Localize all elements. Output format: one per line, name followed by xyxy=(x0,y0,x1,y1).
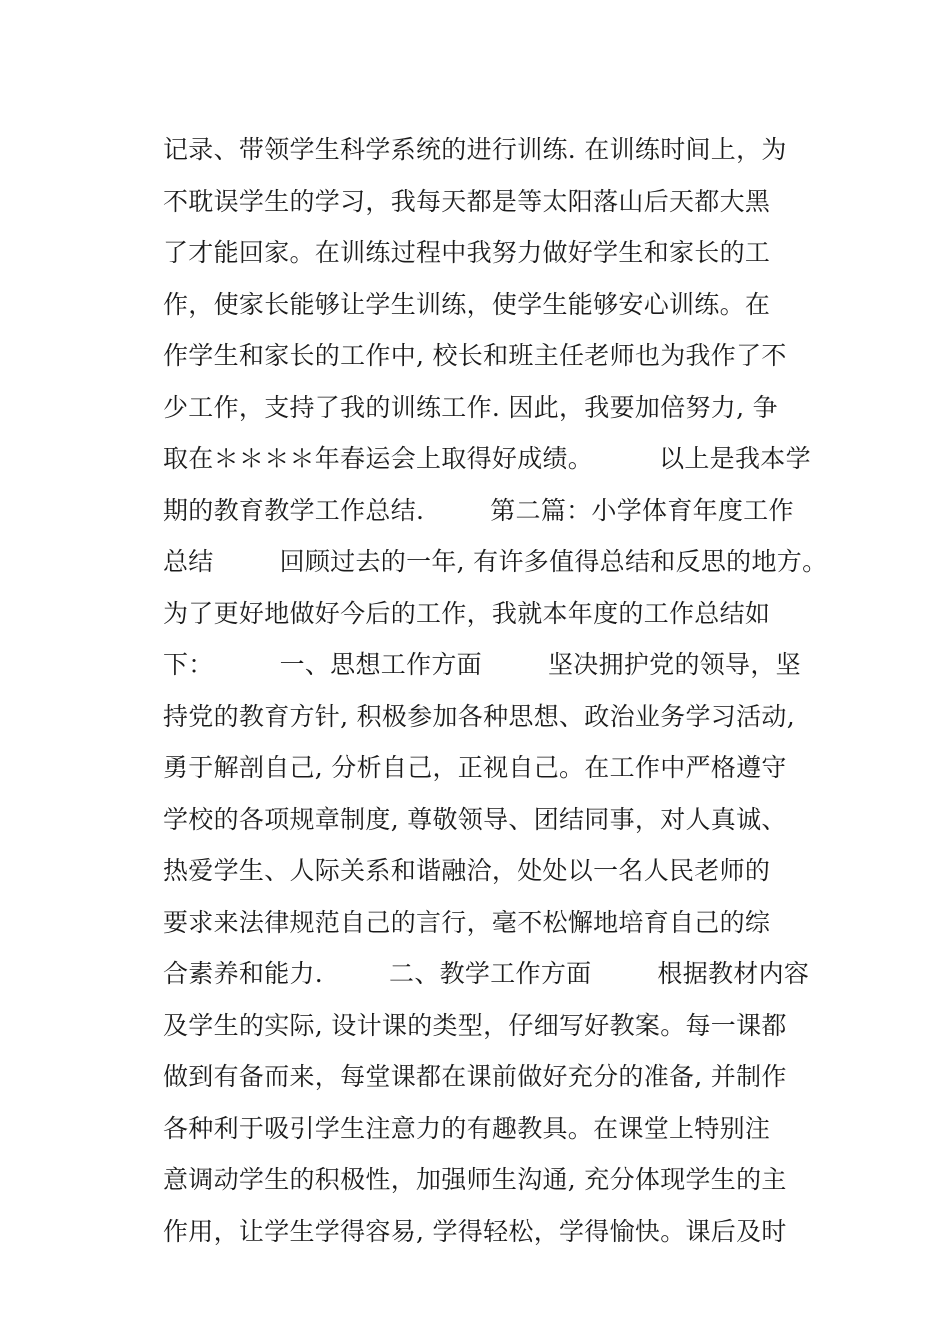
text-line: 取在＊＊＊＊年春运会上取得好成绩。 以上是我本学 xyxy=(163,444,811,473)
text-line: 勇于解剖自己, 分析自己，正视自己。在工作中严格遵守 xyxy=(163,753,787,782)
text-line: 要求来法律规范自己的言行，毫不松懈地培育自己的综 xyxy=(163,907,771,937)
text-line: 持党的教育方针, 积极参加各种思想、政治业务学习活动, xyxy=(163,701,795,731)
text-line: 少工作，支持了我的训练工作. 因此，我要加倍努力, 争 xyxy=(163,392,778,422)
text-line: 合素养和能力. 二、教学工作方面 根据教材内容 xyxy=(163,959,810,988)
text-line: 期的教育教学工作总结. 第二篇：小学体育年度工作 xyxy=(163,495,794,525)
text-line: 总结 回顾过去的一年, 有许多值得总结和反思的地方。 xyxy=(163,547,828,576)
text-line: 为了更好地做好今后的工作，我就本年度的工作总结如 xyxy=(163,598,771,628)
text-line: 下： 一、思想工作方面 坚决拥护党的领导，坚 xyxy=(163,650,801,679)
text-line: 作，使家长能够让学生训练，使学生能够安心训练。在 xyxy=(163,289,771,319)
text-line: 了才能回家。在训练过程中我努力做好学生和家长的工 xyxy=(163,238,771,267)
text-line: 及学生的实际, 设计课的类型，仔细写好教案。每一课都 xyxy=(163,1010,787,1040)
text-line: 不耽误学生的学习，我每天都是等太阳落山后天都大黑 xyxy=(163,186,771,216)
text-line: 作学生和家长的工作中, 校长和班主任老师也为我作了不 xyxy=(163,341,787,370)
text-line: 记录、带领学生科学系统的进行训练. 在训练时间上，为 xyxy=(163,135,787,164)
text-line: 热爱学生、人际关系和谐融洽，处处以一名人民老师的 xyxy=(163,856,771,885)
body-text xyxy=(163,130,828,1263)
text-line: 做到有备而来，每堂课都在课前做好充分的准备, 并制作 xyxy=(163,1062,787,1091)
text-line: 作用，让学生学得容易, 学得轻松，学得愉快。课后及时 xyxy=(163,1216,787,1246)
text-line: 学校的各项规章制度, 尊敬领导、团结同事，对人真诚、 xyxy=(163,804,787,834)
text-line: 各种利于吸引学生注意力的有趣教具。在课堂上特别注 xyxy=(163,1113,771,1143)
text-line: 意调动学生的积极性，加强师生沟通, 充分体现学生的主 xyxy=(163,1165,787,1194)
